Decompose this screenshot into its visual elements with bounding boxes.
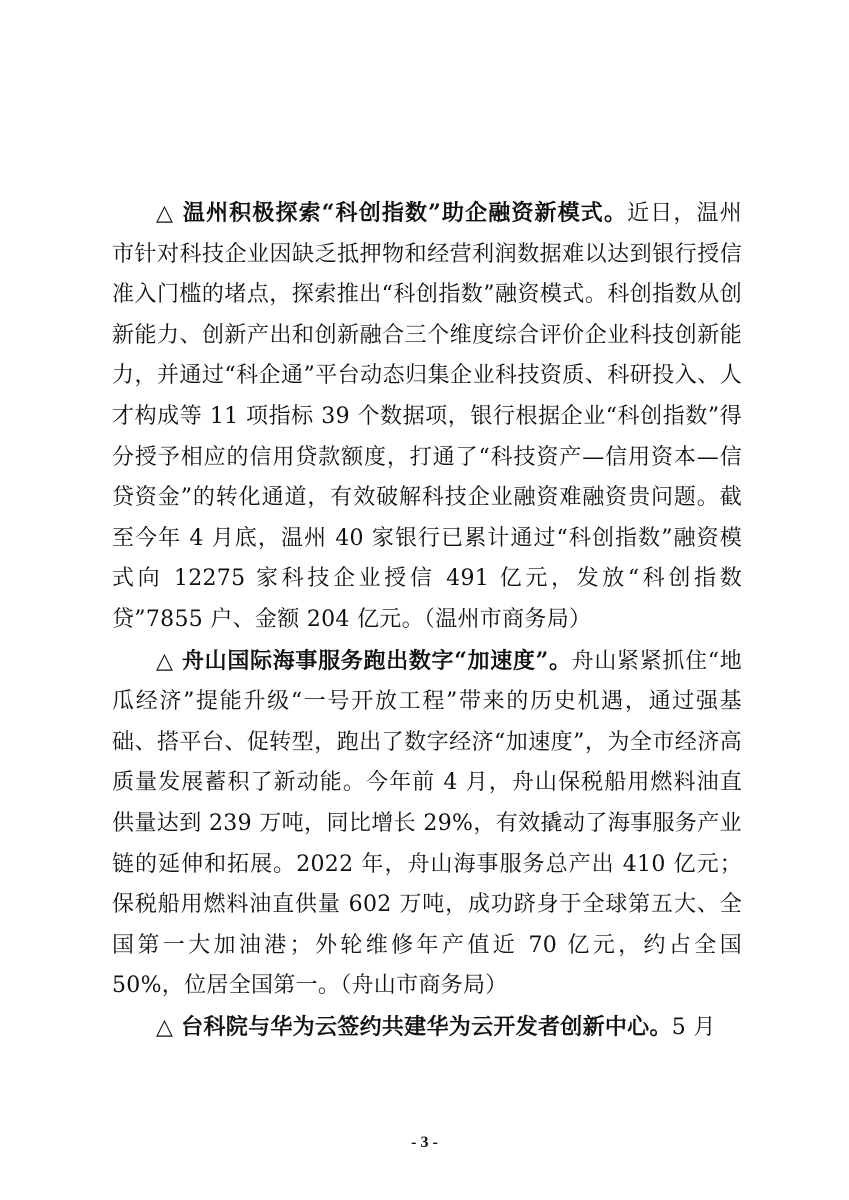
- paragraph-text: 5 月: [671, 1014, 716, 1040]
- paragraph-wenzhou: [112, 193, 742, 641]
- document-body: [112, 193, 742, 1048]
- paragraph-text: 近日，温州市针对科技企业因缺乏抵押物和经营利润数据难以达到银行授信准入门槛的堵点，探索推出“科创指数”融资模式。科创指数从创新能力、创新产出和创新融合三个维度综合评价企业科技创新能力，并通过“科企通”平台动态归集企业科技资质、科研投入、人才构成等 11 项指标 39 个数据项，银行根据企业“科创指数”得分授予相应的信用贷款额度，打通了“科技资产—信用资本—信贷资金”的转化通道，有效破解科技企业融资难融资贵问题。截至今年 4 月底，温州 40 家银行已累计通过“科创指数”融资模式向 12275 家科技企业授信 491 亿元，发放“科创指数贷”7855 户、金额 204 亿元。（温州市商务局）: [112, 201, 742, 632]
- paragraph-heading: △ 舟山国际海事服务跑出数字“加速度”。: [156, 647, 572, 674]
- paragraph-heading: △ 台科院与华为云签约共建华为云开发者创新中心。: [156, 1013, 672, 1040]
- paragraph-taikeyuan: [112, 1007, 742, 1049]
- paragraph-heading: △ 温州积极探索“科创指数”助企融资新模式。: [156, 200, 628, 226]
- paragraph-zhoushan: [112, 641, 742, 1007]
- page-number: - 3 -: [411, 1134, 438, 1151]
- paragraph-text: 舟山紧紧抓住“地瓜经济”提能升级“一号开放工程”带来的历史机遇，通过强基础、搭平台、促转型，跑出了数字经济“加速度”，为全市经济高质量发展蓄积了新动能。今年前 4 月，舟山保税船用燃料油直供量达到 239 万吨，同比增长 29%，有效撬动了海事服务产业链的延伸和拓展。2022 年，舟山海事服务总产出 410 亿元；保税船用燃料油直供量 602 万吨，成功跻身于全球第五大、全国第一大加油港；外轮维修年产值近 70 亿元，约占全国 50%，位居全国第一。（舟山市商务局）: [112, 648, 742, 999]
